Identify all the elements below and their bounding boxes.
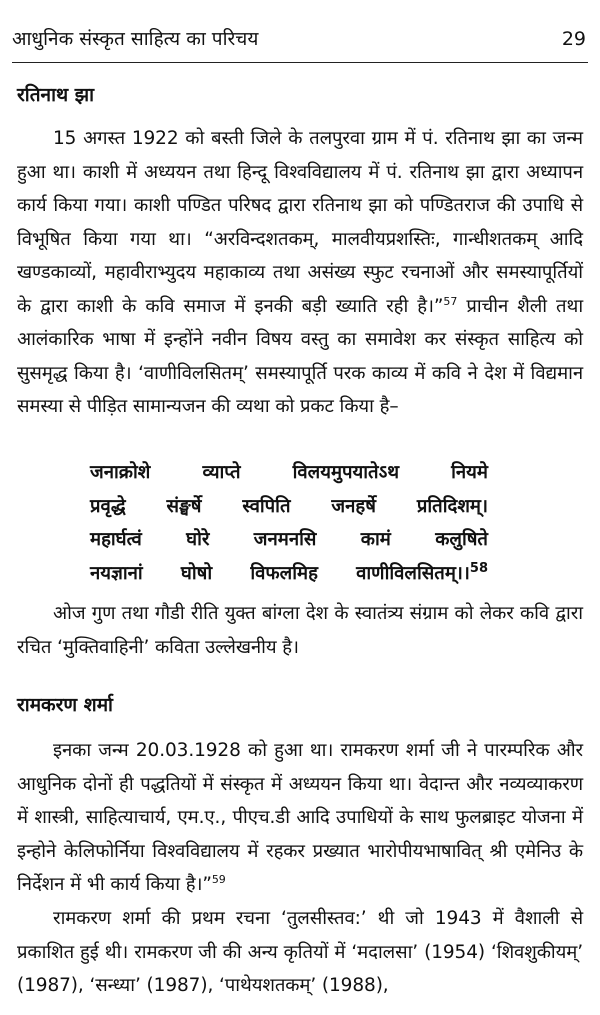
verse-word: कलुषिते [435,529,488,550]
verse-word: नियमे [451,462,488,483]
footnote-marker: 57 [443,294,458,308]
section-title-ramkaran-sharma: रामकरण शर्मा [17,694,113,716]
verse-word: कामं [360,529,391,550]
verse-word: वाणीविलसितम्।। [356,562,470,584]
verse-word: जनमनसि [253,529,317,550]
paragraph-ramkaran-works: रामकरण शर्मा की प्रथम रचना ‘तुलसीस्तव:’ थी जो 1943 में वैशाली से प्रकाशित हुई थी। रामकरण जी की अन्य कृतियों में ‘मदालसा’ (1954) ‘शिवशुकीयम्’ (1987), ‘सन्ध्या’ (1987), ‘पाथेयशतकम्’ (1988), [17,908,583,996]
verse-line [90,523,488,557]
verse-line [90,456,488,490]
verse-word: स्वपिति [242,495,291,517]
verse-word: प्रतिदिशम्। [416,495,488,517]
chapter-title: आधुनिक संस्कृत साहित्य का परिचय [12,28,259,50]
verse-word: जनहर्षे [331,495,376,517]
verse-word: घोषो [180,562,213,584]
verse-word: विलयमुपयातेऽथ [292,462,400,483]
verse-word: विफलमिह [250,562,318,584]
verse-word: नयज्ञानां [90,562,143,584]
header-rule [12,62,588,63]
verse-word: जनाक्रोशे [90,462,151,483]
verse-word: प्रवृद्धे [90,495,126,517]
footnote-marker: 59 [211,872,226,886]
section-title-ratinath-jha: रतिनाथ झा [17,84,95,106]
verse-word: व्याप्ते [202,462,241,483]
paragraph-ratinath-intro [17,122,583,424]
page-number: 29 [561,28,586,50]
verse-line [90,490,488,524]
verse-word: संङ्घर्षे [166,495,202,517]
verse-block [90,456,488,590]
running-header [12,26,586,52]
paragraph-text: इनका जन्म 20.03.1928 को हुआ था। रामकरण शर्मा जी ने पारम्परिक और आधुनिक दोनों ही पद्धतियों में संस्कृत में अध्ययन किया था। वेदान्त और नव्यव्याकरण में शास्त्री, साहित्याचार्य, एम.ए., पीएच.डी आदि उपाधियों के साथ फुलब्राइट योजना में इन्होने केलिफोर्निया विश्वविद्यालय में रहकर प्रख्यात भारोपीयभाषावित् श्री एमेनिउ के निर्देशन में भी कार्य किया है।” [17,740,583,895]
footnote-marker: 58 [469,560,488,576]
verse-word: महार्घत्वं [90,529,142,550]
verse-word: घोरे [186,529,210,550]
verse-line [90,557,488,591]
paragraph-ramkaran-intro [17,734,583,902]
paragraph-text: 15 अगस्त 1922 को बस्ती जिले के तलपुरवा ग्राम में पं. रतिनाथ झा का जन्म हुआ था। काशी में अध्ययन तथा हिन्दू विश्वविद्यालय में पं. रतिनाथ झा द्वारा अध्यापन कार्य किया गया। काशी पण्डित परिषद द्वारा रतिनाथ झा को पण्डितराज की उपाधि से विभूषित किया गया था। “अरविन्दशतकम्, मालवीयप्रशस्तिः, गान्धीशतकम् आदि खण्डकाव्यों, महावीराभ्युदय महाकाव्य तथा असंख्य स्फुट रचनाओं और समस्यापूर्तियों के द्वारा काशी के कवि समाज में इनकी बड़ी ख्याति रही है।” [17,128,583,317]
paragraph-mukti-vahini: ओज गुण तथा गौडी रीति युक्त बांग्ला देश के स्वातंत्र्य संग्राम को लेकर कवि द्वारा रचित ‘मुक्तिवाहिनी’ कविता उल्लेखनीय है। [17,603,583,658]
paragraph-text-continued: प्राचीन शैली तथा आलंकारिक भाषा में इन्होंने नवीन विषय वस्तु का समावेश कर संस्कृत साहित्य को सुसमृद्ध किया है। ‘वाणीविलसितम्’ समस्यापूर्ति परक काव्य में कवि ने देश में विद्यमान समस्या से पीड़ित सामान्यजन की व्यथा को प्रकट किया है– [17,295,584,417]
